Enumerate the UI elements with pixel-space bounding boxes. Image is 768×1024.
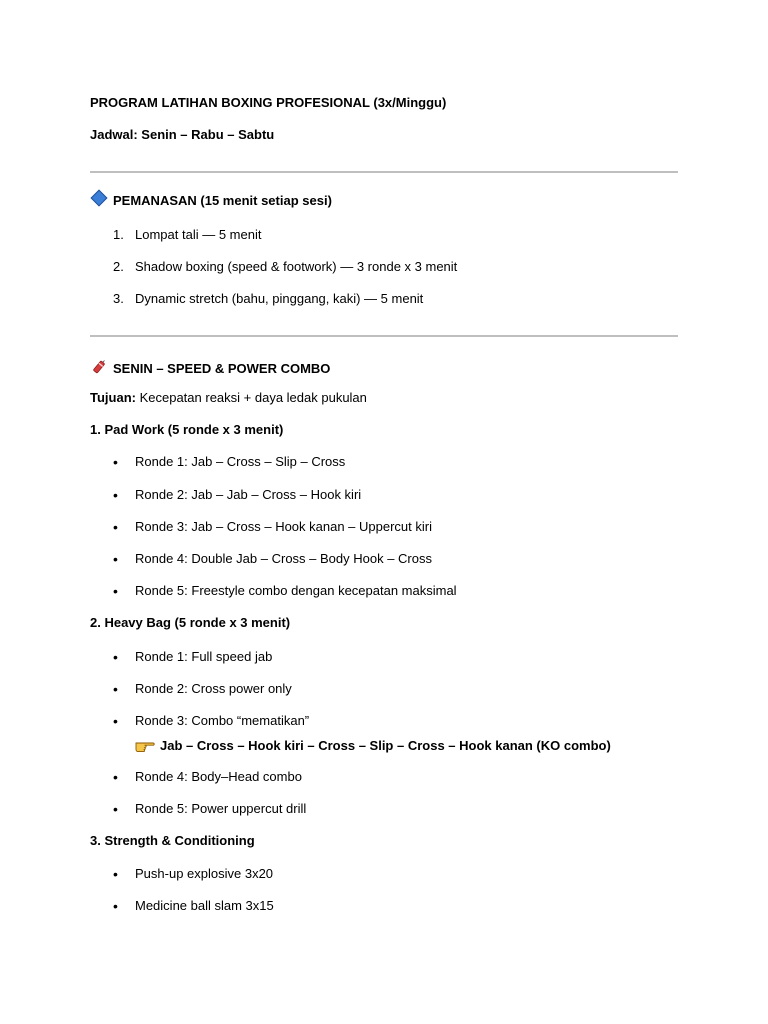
list-item	[90, 551, 680, 567]
list-item-text: Ronde 2: Cross power only	[135, 681, 292, 696]
list-item	[90, 519, 680, 535]
goal-text: Kecepatan reaksi + daya ledak pukulan	[135, 390, 367, 405]
bullet: •	[113, 898, 118, 914]
firecracker-icon	[90, 358, 108, 376]
bullet: •	[113, 551, 118, 567]
list-item	[90, 801, 680, 817]
goal-line	[90, 390, 367, 406]
warmup-heading	[90, 193, 332, 209]
list-item-text: Ronde 5: Freestyle combo dengan kecepatan maksimal	[135, 583, 457, 598]
bullet: •	[113, 769, 118, 785]
strength-heading: 3. Strength & Conditioning	[90, 833, 255, 848]
list-item	[90, 681, 680, 697]
ko-combo-text: Jab – Cross – Hook kiri – Cross – Slip – Cross – Hook kanan (KO combo)	[160, 738, 611, 753]
list-item-text: Ronde 3: Combo “mematikan”	[135, 713, 310, 728]
monday-heading-text: SENIN – SPEED & POWER COMBO	[113, 361, 331, 376]
ko-combo-line	[135, 737, 611, 754]
list-item-text: Ronde 1: Full speed jab	[135, 649, 273, 664]
list-item	[90, 713, 680, 729]
list-number: 2.	[113, 259, 124, 274]
blue-diamond-icon	[91, 190, 108, 207]
list-item-text: Dynamic stretch (bahu, pinggang, kaki) — 5 menit	[135, 291, 424, 306]
list-item	[90, 487, 680, 503]
bullet: •	[113, 681, 118, 697]
goal-label: Tujuan:	[90, 390, 136, 405]
pointing-hand-icon	[135, 737, 155, 753]
list-item-text: Ronde 5: Power uppercut drill	[135, 801, 307, 816]
list-item	[90, 649, 680, 665]
warmup-heading-text: PEMANASAN (15 menit setiap sesi)	[113, 193, 332, 208]
list-item	[90, 769, 680, 785]
pad-work-heading: 1. Pad Work (5 ronde x 3 menit)	[90, 422, 284, 437]
list-item	[90, 227, 261, 243]
list-item	[90, 454, 680, 470]
bullet: •	[113, 801, 118, 817]
schedule-line: Jadwal: Senin – Rabu – Sabtu	[90, 127, 275, 142]
bullet: •	[113, 649, 118, 665]
bullet: •	[113, 583, 118, 599]
list-item	[90, 259, 457, 275]
bullet: •	[113, 519, 118, 535]
bullet: •	[113, 454, 118, 470]
monday-heading	[90, 358, 330, 377]
list-item-text: Push-up explosive 3x20	[135, 866, 274, 881]
list-item-text: Ronde 2: Jab – Jab – Cross – Hook kiri	[135, 487, 362, 502]
bullet: •	[113, 487, 118, 503]
list-item-text: Ronde 4: Double Jab – Cross – Body Hook – Cross	[135, 551, 432, 566]
document-title: PROGRAM LATIHAN BOXING PROFESIONAL (3x/Minggu)	[90, 95, 447, 110]
list-item-text: Ronde 4: Body–Head combo	[135, 769, 302, 784]
heavy-bag-heading: 2. Heavy Bag (5 ronde x 3 menit)	[90, 615, 291, 630]
list-item	[90, 866, 680, 882]
list-item	[90, 898, 680, 914]
list-item-text: Medicine ball slam 3x15	[135, 898, 274, 913]
list-number: 1.	[113, 227, 124, 242]
list-item-text: Shadow boxing (speed & footwork) — 3 ronde x 3 menit	[135, 259, 458, 274]
bullet: •	[113, 713, 118, 729]
divider	[90, 335, 678, 337]
list-item	[90, 583, 680, 599]
bullet: •	[113, 866, 118, 882]
list-item	[90, 291, 423, 307]
list-item-text: Lompat tali — 5 menit	[135, 227, 262, 242]
list-item-text: Ronde 1: Jab – Cross – Slip – Cross	[135, 454, 346, 469]
list-number: 3.	[113, 291, 124, 306]
divider	[90, 171, 678, 173]
list-item-text: Ronde 3: Jab – Cross – Hook kanan – Uppercut kiri	[135, 519, 432, 534]
